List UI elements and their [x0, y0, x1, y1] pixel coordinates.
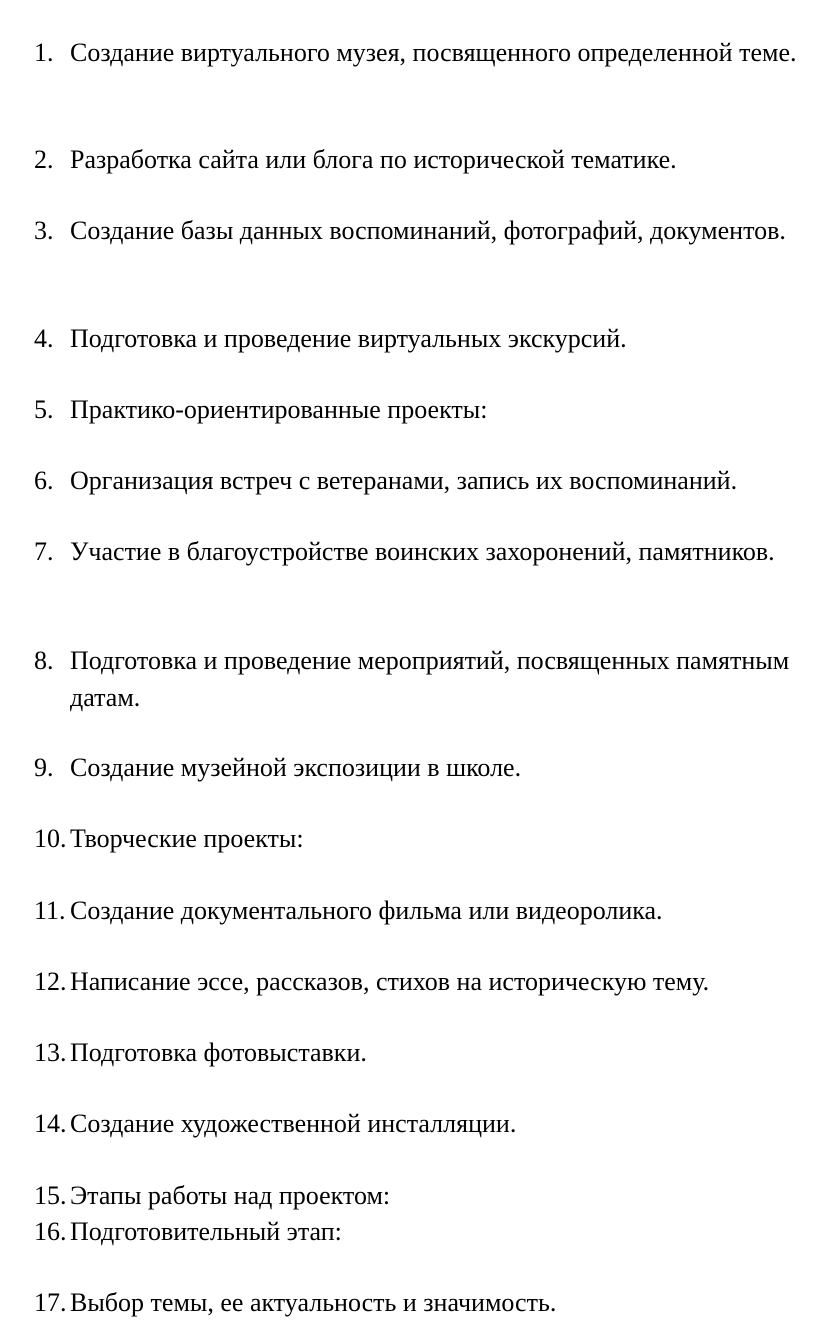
list-item-number: 14. [34, 1109, 67, 1138]
list-item [34, 642, 804, 716]
list-item-number: 17. [34, 1288, 67, 1317]
list-item-text: Творческие проекты: [70, 824, 304, 853]
list-item [34, 749, 804, 786]
list-item-text: Подготовка и проведение мероприятий, посвященных памятным датам. [70, 646, 790, 712]
list-item [34, 892, 804, 929]
list-item-text: Создание базы данных воспоминаний, фотографий, документов. [70, 216, 786, 245]
list-item-number: 3. [34, 216, 54, 245]
list-item-text: Подготовительный этап: [70, 1217, 342, 1246]
list-item [34, 141, 804, 178]
list-item [34, 1213, 804, 1250]
list-item-text: Создание художественной инсталляции. [70, 1109, 517, 1138]
list-item [34, 820, 804, 857]
list-item-number: 7. [34, 537, 54, 566]
list-item-text: Этапы работы над проектом: [70, 1181, 391, 1210]
list-item [34, 1034, 804, 1071]
list-item-number: 8. [34, 646, 54, 675]
list-item [34, 533, 804, 570]
list-item-text: Разработка сайта или блога по исторической тематике. [70, 145, 677, 174]
list-item-text: Организация встреч с ветеранами, запись их воспоминаний. [70, 466, 738, 495]
list-item [34, 1284, 804, 1321]
list-item [34, 1177, 804, 1214]
list-item-number: 1. [34, 38, 54, 67]
list-item-number: 13. [34, 1038, 67, 1067]
list-item-text: Практико-ориентированные проекты: [70, 395, 488, 424]
list-item-number: 16. [34, 1217, 67, 1246]
list-item-number: 2. [34, 145, 54, 174]
list-item [34, 34, 804, 71]
list-item [34, 1105, 804, 1142]
list-item-text: Создание музейной экспозиции в школе. [70, 753, 522, 782]
list-item-text: Подготовка фотовыставки. [70, 1038, 367, 1067]
list-item [34, 462, 804, 499]
list-item-text: Выбор темы, ее актуальность и значимость. [70, 1288, 557, 1317]
list-item-text: Участие в благоустройстве воинских захоронений, памятников. [70, 537, 775, 566]
list-item-number: 11. [34, 896, 66, 925]
list-item-number: 4. [34, 324, 54, 353]
list-item-text: Создание виртуального музея, посвященного определенной теме. [70, 38, 797, 67]
list-item [34, 391, 804, 428]
list-item-number: 5. [34, 395, 54, 424]
list-item-number: 9. [34, 753, 54, 782]
list-item-text: Создание документального фильма или видеоролика. [70, 896, 663, 925]
list-item [34, 212, 804, 249]
list-item [34, 963, 804, 1000]
list-item-text: Подготовка и проведение виртуальных экскурсий. [70, 324, 627, 353]
list-item-number: 6. [34, 466, 54, 495]
list-item [34, 320, 804, 357]
list-item-number: 12. [34, 967, 67, 996]
list-item-number: 15. [34, 1181, 67, 1210]
list-item-text: Написание эссе, рассказов, стихов на историческую тему. [70, 967, 710, 996]
list-item-number: 10. [34, 824, 67, 853]
